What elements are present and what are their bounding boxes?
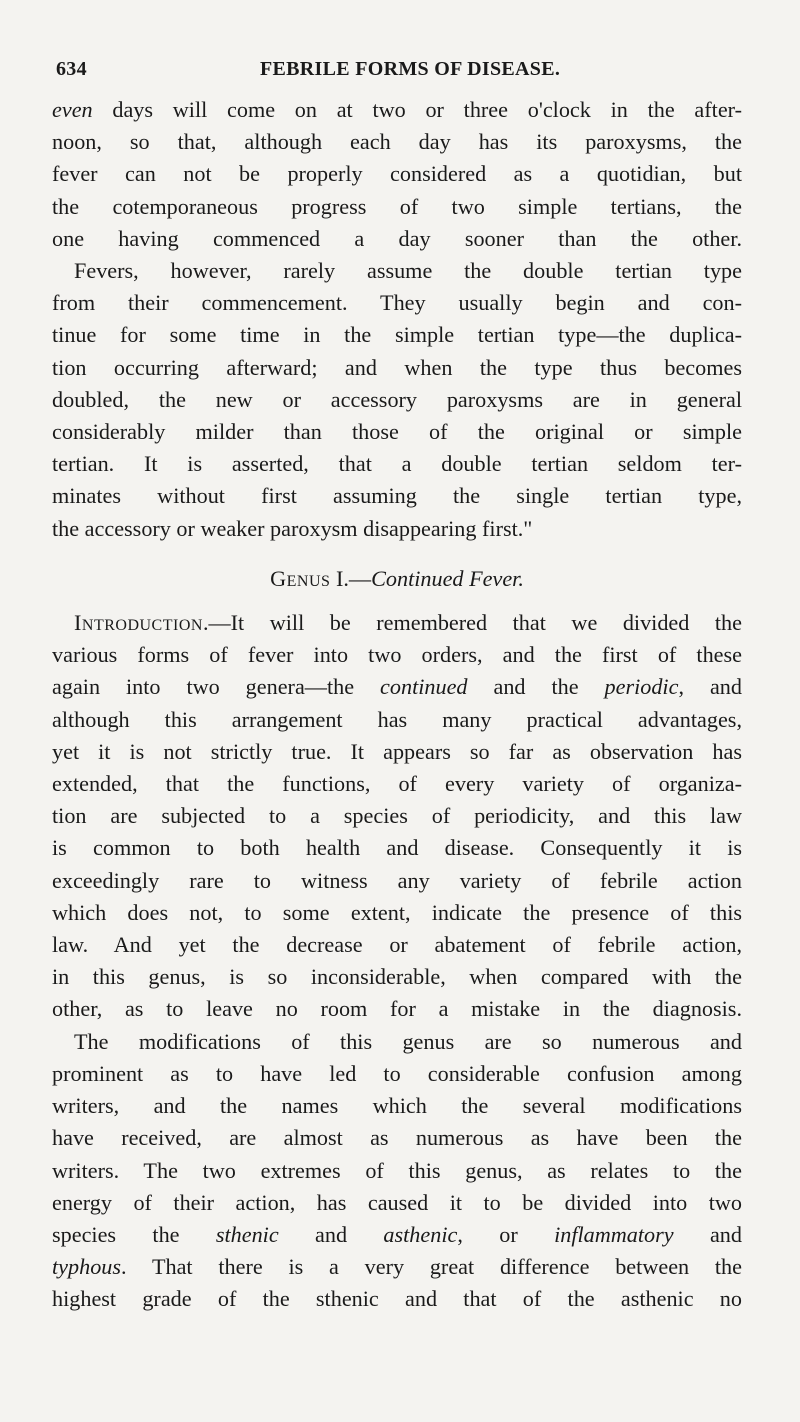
text-line: although this arrangement has many practical advantages, bbox=[52, 706, 742, 732]
text-line: in this genus, is so inconsiderable, when compared with the bbox=[52, 964, 742, 990]
text-line: considerably milder than those of the original or simple bbox=[52, 419, 742, 445]
genus-number: I.— bbox=[330, 565, 372, 591]
text-line: tertian. It is asserted, that a double tertian seldom ter- bbox=[52, 451, 742, 477]
text-line: tinue for some time in the simple tertian type—the duplica- bbox=[52, 322, 742, 348]
text-line: tion occurring afterward; and when the type thus becomes bbox=[52, 354, 742, 380]
text-line: highest grade of the sthenic and that of the asthenic no bbox=[52, 1286, 742, 1312]
running-title: FEBRILE FORMS OF DISEASE. bbox=[260, 58, 561, 80]
text-line: noon, so that, although each day has its paroxysms, the bbox=[52, 129, 742, 155]
genus-label: Genus bbox=[270, 565, 331, 591]
text-line: is common to both health and disease. Consequently it is bbox=[52, 835, 742, 861]
text-line: writers, and the names which the several modifications bbox=[52, 1093, 742, 1119]
text-line: Introduction.—It will be remembered that we divided the bbox=[74, 610, 742, 636]
text-line: exceedingly rare to witness any variety of febrile action bbox=[52, 867, 742, 893]
text-line: the cotemporaneous progress of two simple tertians, the bbox=[52, 193, 742, 219]
running-head bbox=[52, 54, 742, 94]
page-number: 634 bbox=[56, 58, 87, 80]
text-line: doubled, the new or accessory paroxysms are in general bbox=[52, 386, 742, 412]
text-line: minates without first assuming the single tertian type, bbox=[52, 483, 742, 509]
text-line: tion are subjected to a species of periodicity, and this law bbox=[52, 803, 742, 829]
text-line: even days will come on at two or three o'clock in the after- bbox=[52, 97, 742, 122]
text-line: from their commencement. They usually begin and con- bbox=[52, 290, 742, 316]
text-line: typhous. That there is a very great difference between the bbox=[52, 1254, 742, 1280]
text-line: prominent as to have led to considerable confusion among bbox=[52, 1060, 742, 1086]
text-line: again into two genera—the continued and the periodic, and bbox=[52, 674, 742, 700]
text-line: extended, that the functions, of every variety of organiza- bbox=[52, 771, 742, 797]
text-line: one having commenced a day sooner than the other. bbox=[52, 225, 742, 251]
text-line: which does not, to some extent, indicate the presence of this bbox=[52, 899, 742, 925]
genus-name: Continued Fever. bbox=[371, 565, 524, 591]
text-line: the accessory or weaker paroxysm disappearing first." bbox=[52, 515, 533, 541]
text-line: The modifications of this genus are so numerous and bbox=[74, 1028, 742, 1054]
text-line: other, as to leave no room for a mistake in the diagnosis. bbox=[52, 996, 742, 1022]
italic-word: even bbox=[52, 97, 93, 122]
text-line: writers. The two extremes of this genus, as relates to the bbox=[52, 1157, 742, 1183]
text-line: Fevers, however, rarely assume the double tertian type bbox=[74, 258, 742, 284]
paragraph-introduction bbox=[52, 607, 742, 1315]
paragraph-double-tertian bbox=[52, 94, 742, 545]
text-line: species the sthenic and asthenic, or inflammatory and bbox=[52, 1221, 742, 1247]
text-line: yet it is not strictly true. It appears so far as observation has bbox=[52, 738, 742, 764]
text-line: fever can not be properly considered as a quotidian, but bbox=[52, 161, 742, 187]
text-line: have received, are almost as numerous as have been the bbox=[52, 1125, 742, 1151]
introduction-label: Introduction bbox=[74, 610, 203, 636]
section-heading bbox=[52, 563, 742, 595]
text-line: various forms of fever into two orders, and the first of these bbox=[52, 642, 742, 668]
book-page bbox=[52, 54, 742, 1316]
text-line: energy of their action, has caused it to be divided into two bbox=[52, 1189, 742, 1215]
text-line: law. And yet the decrease or abatement of febrile action, bbox=[52, 932, 742, 958]
